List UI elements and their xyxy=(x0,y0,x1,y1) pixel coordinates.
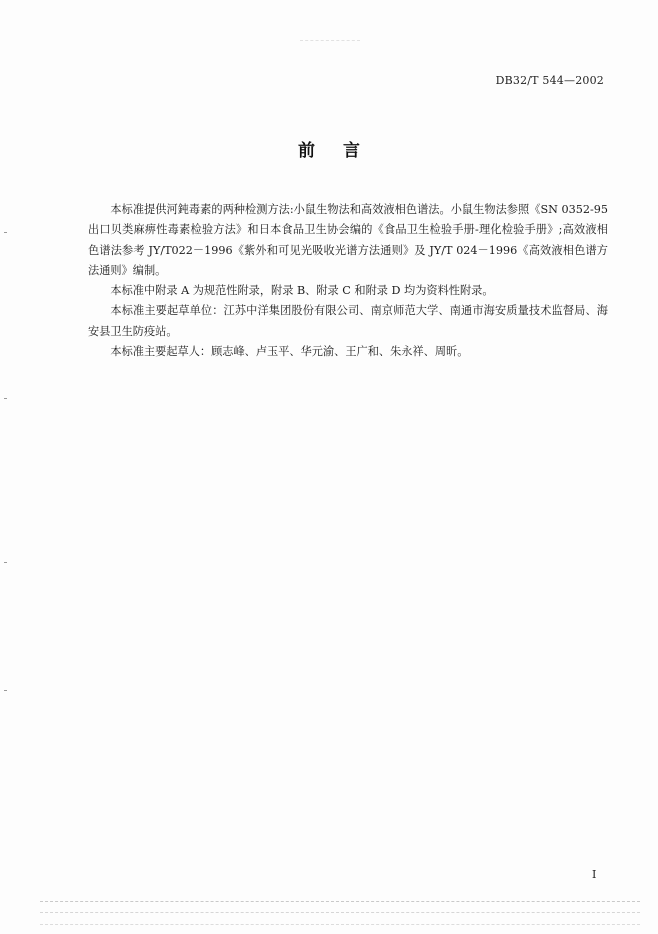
scan-edge-mark xyxy=(4,562,7,563)
standard-code: DB32/T 544—2002 xyxy=(495,74,604,87)
page-title: 前言 xyxy=(298,141,388,161)
paragraph-methods: 本标准提供河鈍毒素的两种检测方法:小鼠生物法和高效液相色谱法。小鼠生物法参照《SN 0352-95 出口贝类麻痹性毒素检验方法》和日本食品卫生协会编的《食品卫生检验手册-理化检验手册》;高效液相色谱法参考 JY/T022－1996《紫外和可见光吸收光谱方法通则》及 JY/T 024－1996《高效液相色谱方法通则》编制。 xyxy=(88,203,608,277)
scan-edge-mark xyxy=(4,398,7,399)
scan-artifact-line xyxy=(40,912,640,913)
foreword-body xyxy=(88,200,608,362)
scan-edge-mark xyxy=(4,232,7,233)
page-number: I xyxy=(592,868,597,881)
paragraph-drafters: 本标准主要起草人：顾志峰、卢玉平、华元渝、王广和、朱永祥、周昕。 xyxy=(110,345,469,359)
scan-artifact-line xyxy=(40,901,640,902)
scan-edge-mark xyxy=(4,690,7,691)
scan-artifact-top xyxy=(300,40,360,41)
paragraph-drafting-units: 本标准主要起草单位：江苏中洋集团股份有限公司、南京师范大学、南通市海安质量技术监督局、海安县卫生防疫站。 xyxy=(88,304,608,338)
scan-artifact-line xyxy=(40,924,640,925)
paragraph-appendices: 本标准中附录 A 为规范性附录，附录 B、附录 C 和附录 D 均为资料性附录。 xyxy=(110,284,494,298)
